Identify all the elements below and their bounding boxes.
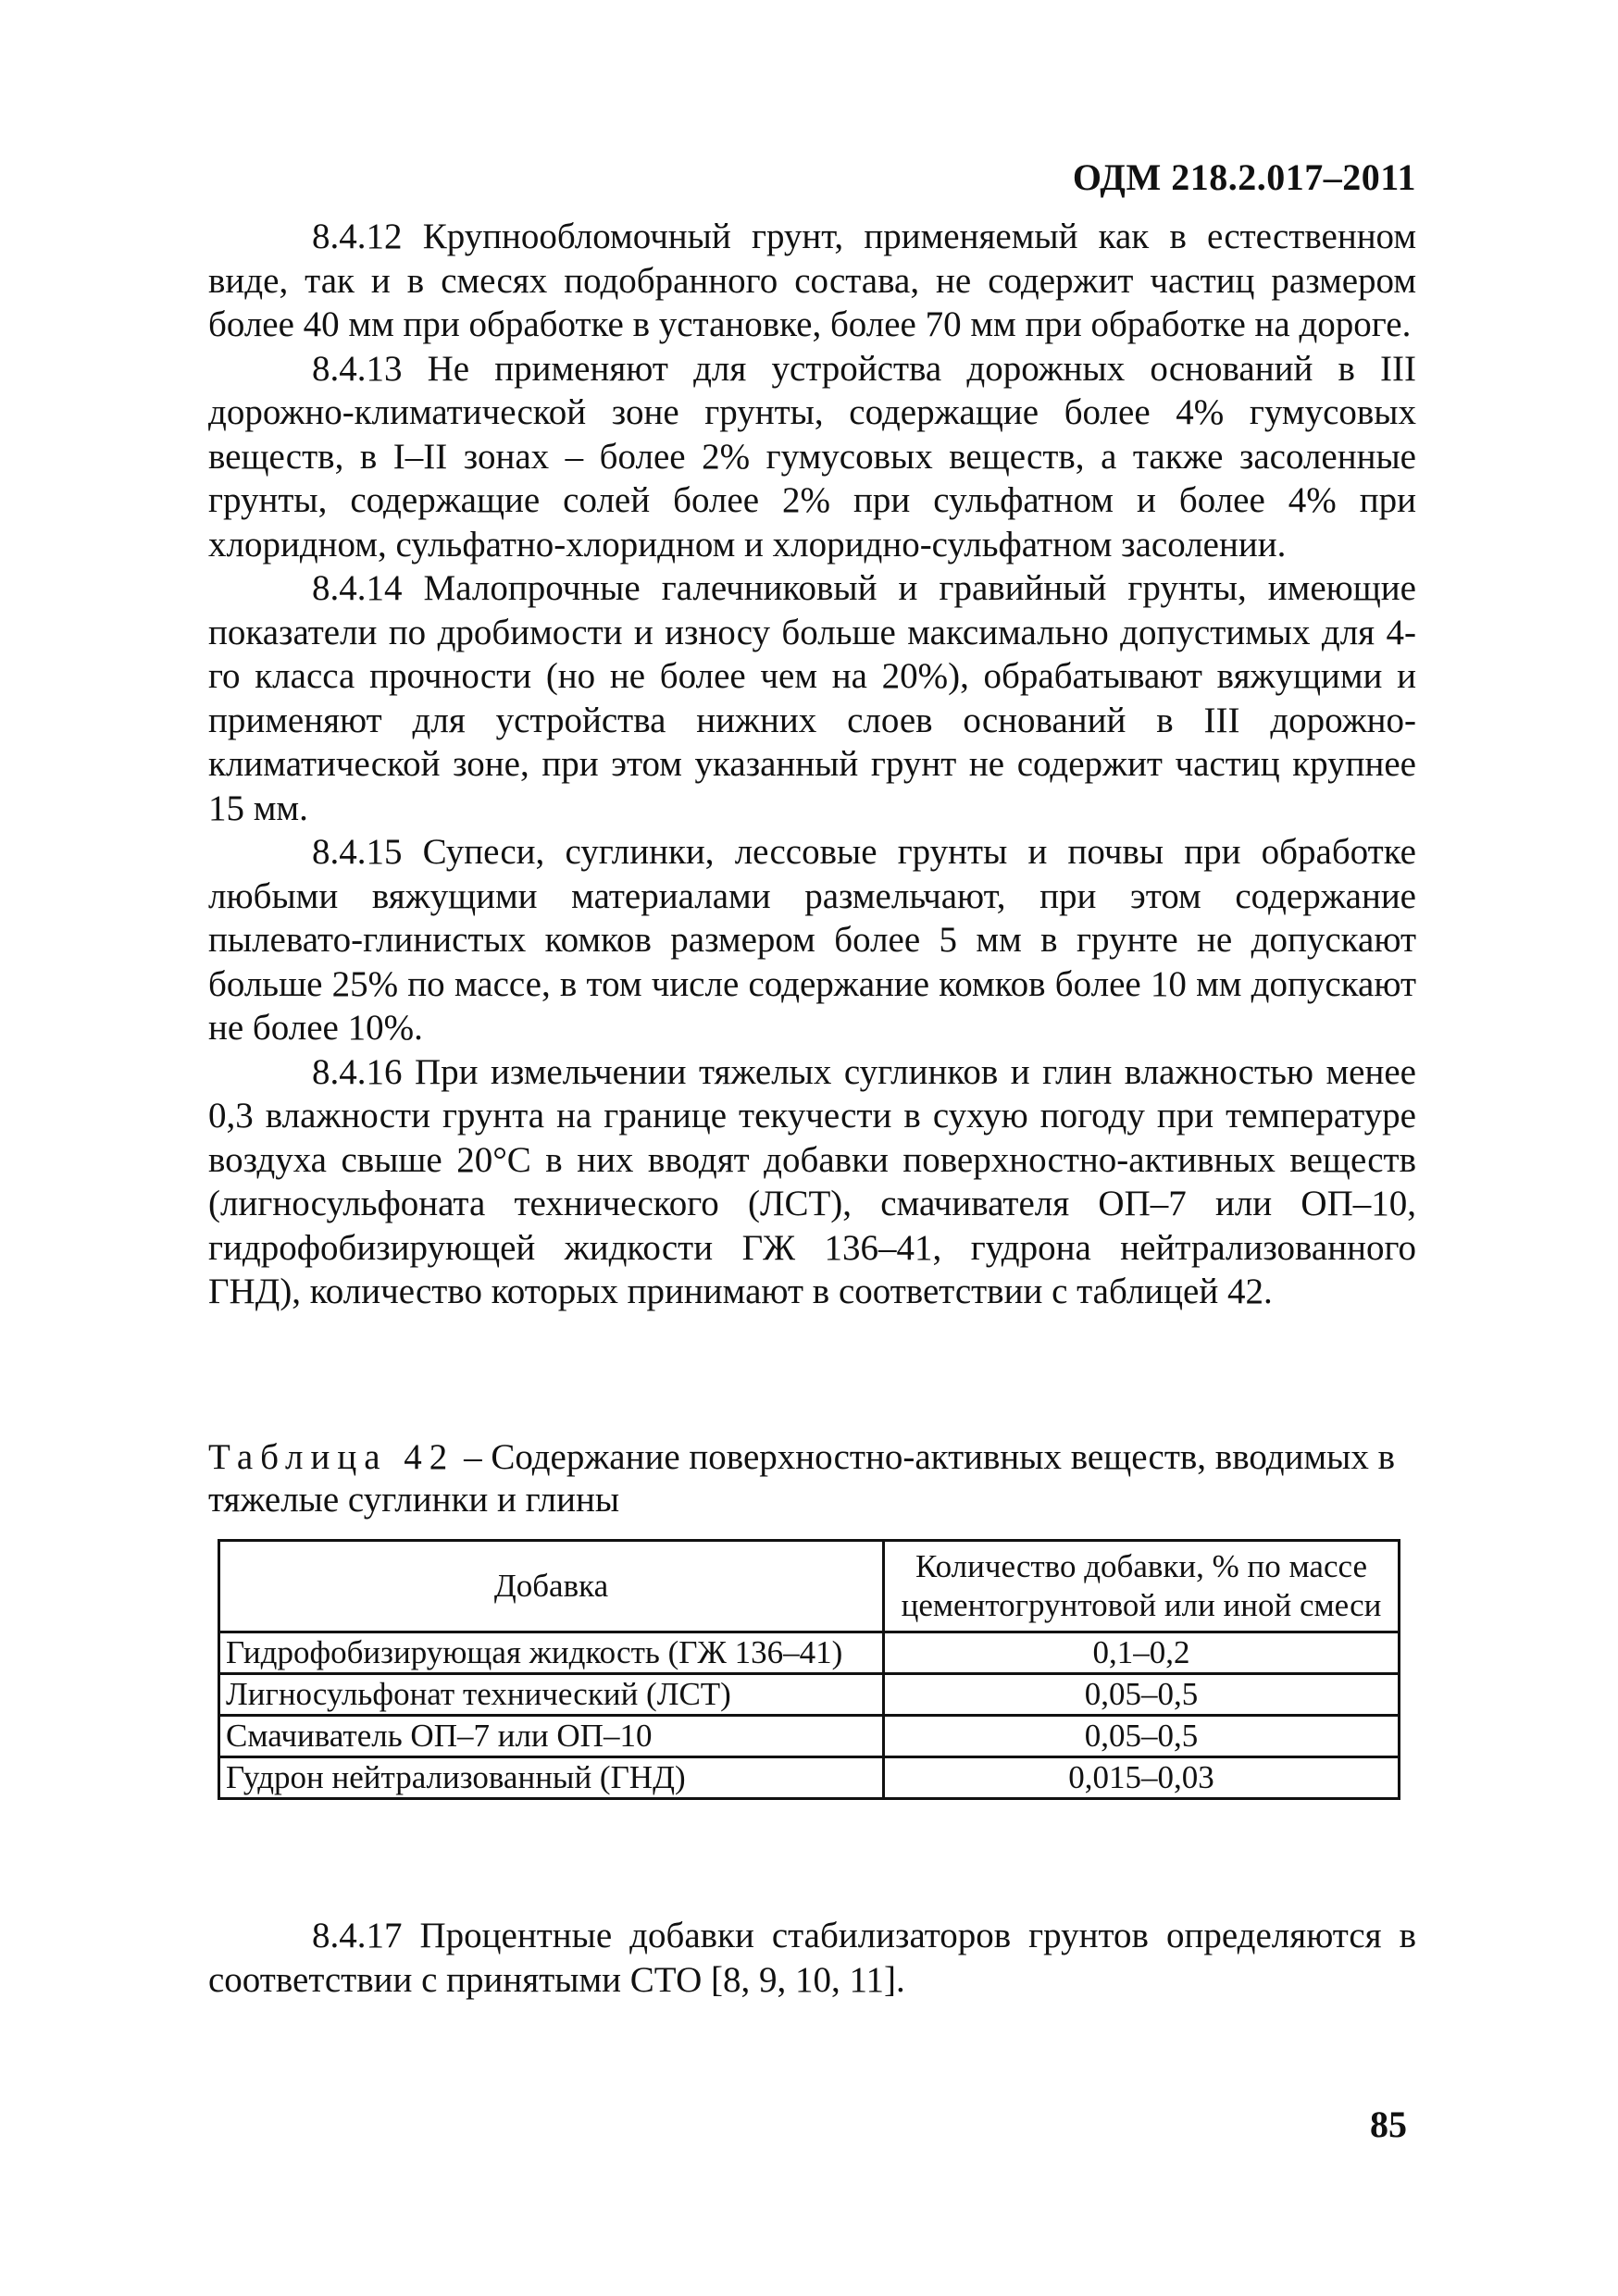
- paragraph-8-4-16: 8.4.16 При измельчении тяжелых суглинков и глин влажностью менее 0,3 влажности грунта на границе текучести в сухую погоду при температуре воздуха свыше 20°С в них вводят добавки поверхностно-активных веществ (лигносульфоната технического (ЛСТ), смачивателя ОП–7 или ОП–10, гидрофобизирующей жидкости ГЖ 136–41, гудрона нейтрализованного ГНД), количество которых принимают в соответствии с таблицей 42.: [208, 1051, 1416, 1311]
- table-header-row: [219, 1541, 1400, 1632]
- amount-cell: 0,1–0,2: [884, 1632, 1400, 1674]
- additive-cell: Гудрон нейтрализованный (ГНД): [219, 1757, 884, 1799]
- additives-table: [218, 1539, 1400, 1800]
- amount-cell: 0,05–0,5: [884, 1716, 1400, 1757]
- additive-cell: Смачиватель ОП–7 или ОП–10: [219, 1716, 884, 1757]
- paragraph-8-4-13: 8.4.13 Не применяют для устройства дорожных оснований в III дорожно-климатической зоне грунты, содержащие более 4% гумусовых веществ, в I–II зонах – более 2% гумусовых веществ, а также засоленные грунты, содержащие солей более 2% при сульфатном и более 4% при хлоридном, сульфатно-хлоридном и хлоридно-сульфатном засолении.: [208, 348, 1416, 565]
- table-row: [219, 1757, 1400, 1799]
- paragraph-8-4-15: 8.4.15 Супеси, суглинки, лессовые грунты и почвы при обработке любыми вяжущими материалами размельчают, при этом содержание пылевато-глинистых комков размером более 5 мм в грунте не допускают больше 25% по массе, в том числе содержание комков более 10 мм допускают не более 10%.: [208, 832, 1416, 1048]
- additive-cell: Гидрофобизирующая жидкость (ГЖ 136–41): [219, 1632, 884, 1674]
- paragraph-8-4-14: 8.4.14 Малопрочные галечниковый и гравийный грунты, имеющие показатели по дробимости и износу больше максимально допустимых для 4-го класса прочности (но не более чем на 20%), обрабатывают вяжущими и применяют для устройства нижних слоев оснований в III дорожно-климатической зоне, при этом указанный грунт не содержит частиц крупнее 15 мм.: [208, 568, 1416, 828]
- additive-cell: Лигносульфонат технический (ЛСТ): [219, 1674, 884, 1716]
- table-caption-text: – Содержание поверхностно-активных веществ, вводимых в тяжелые суглинки и глины: [208, 1437, 1396, 1520]
- amount-cell: 0,015–0,03: [884, 1757, 1400, 1799]
- table-caption-label: Таблица 42: [208, 1437, 455, 1477]
- amount-cell: 0,05–0,5: [884, 1674, 1400, 1716]
- paragraph-8-4-12: 8.4.12 Крупнообломочный грунт, применяемый как в естественном виде, так и в смесях подобранного состава, не содержит частиц размером более 40 мм при обработке в установке, более 70 мм при обработке на дороге.: [208, 217, 1416, 344]
- closing-section: [208, 1914, 1416, 2003]
- header-additive: Добавка: [219, 1541, 884, 1632]
- table-row: [219, 1674, 1400, 1716]
- paragraph-8-4-17: 8.4.17 Процентные добавки стабилизаторов грунтов определяются в соответствии с принятыми СТО [8, 9, 10, 11].: [208, 1916, 1416, 2000]
- document-code: ОДМ 218.2.017–2011: [1072, 156, 1416, 198]
- table-caption: [208, 1436, 1416, 1521]
- body-text: [208, 215, 1416, 1314]
- table-row: [219, 1716, 1400, 1757]
- header-amount: Количество добавки, % по массе цементогрунтовой или иной смеси: [884, 1541, 1400, 1632]
- page-number: 85: [1370, 2104, 1407, 2145]
- table-row: [219, 1632, 1400, 1674]
